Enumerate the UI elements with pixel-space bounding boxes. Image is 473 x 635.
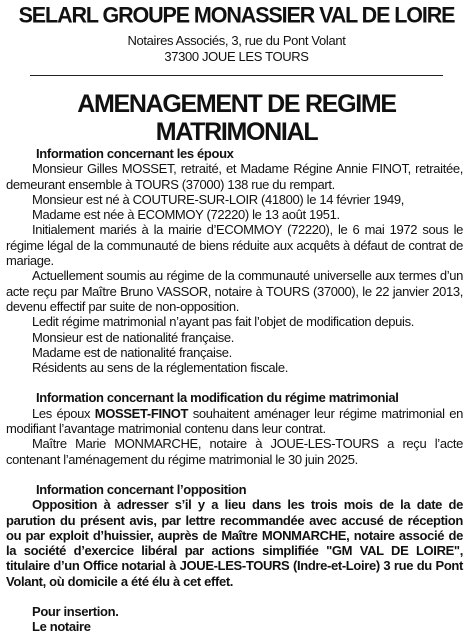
paragraph-opposition: Opposition à adresser s’il y a lieu dans les trois mois de la date de parution du présent avis, par lettre recommandée avec accusé de réception ou par exploit d’huissier, auprès de Maître MONMARCHE, notaire associé de la société d’exercice libéral par actions simplifiée "GM VAL DE LOIRE", titulaire d’un Office notarial à JOUE-LES-TOURS (Indre-et-Loire) 3 rue du Pont Volant, où domicile a été élu à cet effet. xyxy=(6,497,463,589)
firm-address-line1: Notaires Associés, 3, rue du Pont Volant xyxy=(127,33,346,48)
paragraph-husband-birth: Monsieur est né à COUTURE-SUR-LOIR (41800) le 14 février 1949, xyxy=(32,191,405,207)
paragraph-marriage: Initialement mariés à la mairie d’ECOMMOY (72220), le 6 mai 1972 sous le régime légal de la communauté de biens réduite aux acquêts à défaut de contrat de mariage. xyxy=(6,222,463,269)
firm-name: SELARL GROUPE MONASSIER VAL DE LOIRE xyxy=(18,2,455,28)
closing-insertion: Pour insertion. xyxy=(32,604,119,620)
notice-body xyxy=(0,146,473,635)
closing-signatory: Le notaire xyxy=(32,619,91,635)
section-heading-opposition: Information concernant l’opposition xyxy=(36,481,247,497)
spacer xyxy=(6,467,463,482)
section-heading-modification: Information concernant la modification du régime matrimonial xyxy=(36,390,399,406)
paragraph-wife-birth: Madame est née à ECOMMOY (72220) le 13 août 1951. xyxy=(32,207,340,223)
paragraph-spouses-identity: Monsieur Gilles MOSSET, retraité, et Madame Régine Annie FINOT, retraitée, demeurant ensemble à TOURS (37000) 138 rue du rempart. xyxy=(6,161,463,192)
paragraph-no-modification: Ledit régime matrimonial n’ayant pas fait l’objet de modification depuis. xyxy=(32,314,415,330)
header-divider xyxy=(30,75,443,76)
paragraph-current-regime: Actuellement soumis au régime de la communauté universelle aux termes d’un acte reçu par Maître Bruno VASSOR, notaire à TOURS (37000), le 22 janvier 2013, devenu effectif par suite de non-opposition. xyxy=(6,268,463,314)
paragraph-fiscal-residence: Résidents au sens de la réglementation fiscale. xyxy=(32,360,288,376)
spacer xyxy=(6,375,463,390)
paragraph-notary-act: Maître Marie MONMARCHE, notaire à JOUE-LES-TOURS a reçu l’acte contenant l’aménagement du régime matrimonial le 30 juin 2025. xyxy=(6,436,463,467)
spacer xyxy=(6,589,463,604)
spouses-name: MOSSET-FINOT xyxy=(94,405,189,421)
firm-address-line2: 37300 JOUE LES TOURS xyxy=(164,49,309,64)
notice-header xyxy=(0,3,473,65)
notice-title: AMENAGEMENT DE REGIME MATRIMONIAL xyxy=(77,90,396,146)
legal-notice xyxy=(0,2,473,635)
paragraph-modification xyxy=(6,406,463,437)
paragraph-wife-nationality: Madame est de nationalité française. xyxy=(32,344,232,360)
section-heading-spouses: Information concernant les époux xyxy=(36,146,234,161)
paragraph-husband-nationality: Monsieur est de nationalité française. xyxy=(32,329,235,345)
text-fragment: Les époux xyxy=(32,405,95,421)
text-fragment: souhaitent aménager leur régime matrimonial en modifiant l’avantage matrimonial contenu dans leur contrat. xyxy=(6,405,463,437)
